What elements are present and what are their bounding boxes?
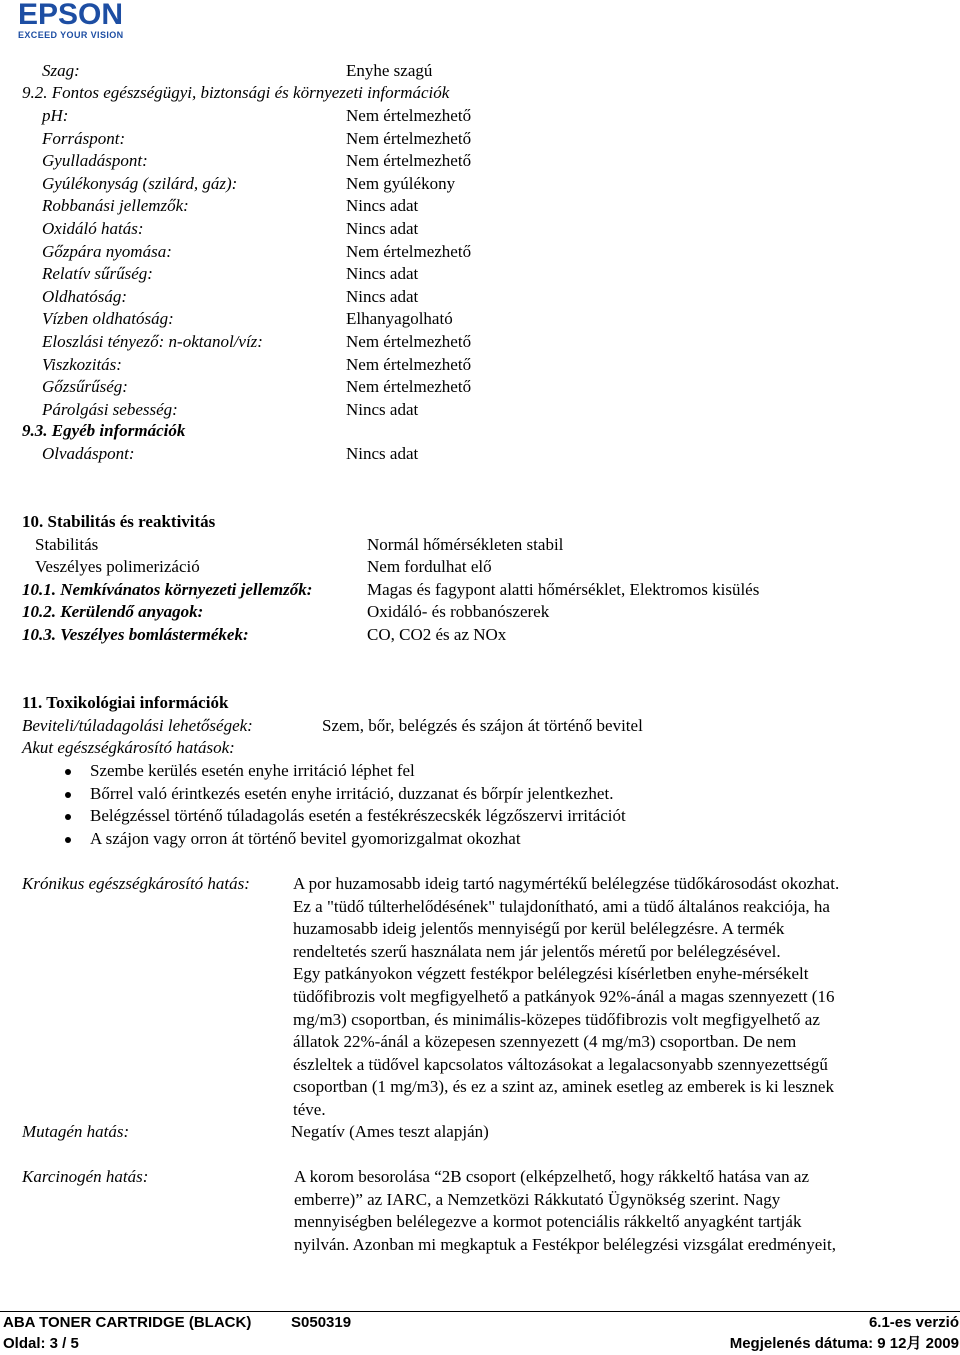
property-label: Gyúlékonyság (szilárd, gáz): [42,173,238,193]
heading-10-3: 10.3. Veszélyes bomlástermékek: [22,625,249,644]
property-label: Robbanási jellemzők: [42,196,189,216]
routes-label: Beviteli/túladagolási lehetőségek: [22,716,253,735]
chronic-text-line: Ez a "tüdő túlterhelődésének" tulajdonítható, ami a tüdő általános reakciója, ha [293,896,830,916]
mutagen-value: Negatív (Ames teszt alapján) [291,1122,489,1141]
acute-effect-item: Belégzéssel történő túladagolás esetén a festékrészecskék légzőszervi irritációt [90,806,626,826]
property-label: pH: [42,106,69,125]
property-label: Gőzsűrűség: [42,377,128,397]
heading-10-1: 10.1. Nemkívánatos környezeti jellemzők: [22,580,313,599]
property-value: Nincs adat [346,264,419,284]
property-value: Nem gyúlékony [346,173,456,193]
carcinogen-text-line: A korom besorolása “2B csoport (elképzelhető, hogy rákkeltő hatása van az [294,1167,810,1186]
chronic-text-line: téve. [293,1100,326,1119]
property-value: Elhanyagolható [346,309,453,329]
property-value: Nem értelmezhető [346,128,472,148]
chronic-label: Krónikus egészségkárosító hatás: [22,874,250,893]
acute-effect-item: Bőrrel való érintkezés esetén enyhe irritáció, duzzanat és bőrpír jelentkezhet. [90,783,614,803]
property-label: Gyulladáspont: [42,151,148,171]
property-label: Forráspont: [42,128,126,148]
routes-value: Szem, bőr, belégzés és szájon át történő bevitel [322,716,643,735]
heading-11: 11. Toxikológiai információk [22,693,229,712]
heading-9-2: 9.2. Fontos egészségügyi, biztonsági és környezeti információk [22,83,450,102]
footer-code: S050319 [291,1314,352,1331]
property-value: Nem értelmezhető [346,354,472,374]
footer-product: ABA TONER CARTRIDGE (BLACK) [3,1314,252,1331]
melting-value: Nincs adat [346,444,419,463]
heading-10: 10. Stabilitás és reaktivitás [22,512,216,531]
bullet-icon [65,769,71,775]
property-value: Nincs adat [346,286,419,306]
property-value: Nem értelmezhető [346,106,472,125]
property-label: Párolgási sebesség: [42,399,178,419]
chronic-text-line: Egy patkányokon végzett festékpor belélegzési kísérletben enyhe-mérsékelt [293,964,809,984]
property-label: Gőzpára nyomása: [42,241,172,261]
carcinogen-text-line: nyilván. Azonban mi megkaptuk a Festékpor belélegzési vizsgálat eredményeit, [294,1234,836,1254]
footer-version: 6.1-es verzió [868,1314,959,1331]
logo-brand: EPSON [18,0,124,31]
property-label: Vízben oldhatóság: [42,309,174,329]
property-value: Nincs adat [346,399,419,419]
bullet-icon [65,814,71,820]
stability-value: Normál hőmérsékleten stabil [367,535,564,554]
stability-label: Stabilitás [35,535,99,554]
polymerization-value: Nem fordulhat elő [367,557,492,576]
incompatible-value: Oxidáló- és robbanószerek [367,602,550,621]
chronic-text-line: állatok 22%-ánál a közepesen szennyezett (4 mg/m3) csoportban. De nem [293,1032,797,1052]
carcinogen-text-line: emberre)” az IARC, a Nemzetközi Rákkutató Ügynökség szerint. Nagy [294,1189,781,1209]
logo-tagline: EXCEED YOUR VISION [18,30,124,40]
property-label: Relatív sűrűség: [42,264,153,284]
carcinogen-text-line: mennyiségben belélegezve a kormot potenciális rákkeltő anyagként tartják [294,1212,802,1232]
smell-value: Enyhe szagú [346,61,433,80]
footer-divider [0,1311,960,1312]
bullet-icon [65,792,71,798]
acute-effect-item: Szembe kerülés esetén enyhe irritáció léphet fel [90,761,415,780]
property-label: Viszkozitás: [42,354,122,374]
property-value: Nem értelmezhető [346,377,472,397]
heading-10-2: 10.2. Kerülendő anyagok: [22,602,204,621]
property-value: Nem értelmezhető [346,151,472,171]
property-value: Nincs adat [346,196,419,216]
melting-label: Olvadáspont: [42,444,135,463]
chronic-text-line: észleltek a tüdővel kapcsolatos változásokat a legalacsonyabb szennyezettségű [293,1054,828,1074]
chronic-text-line: mg/m3) csoportban, és minimális-közepes tüdőfibrozis volt megfigyelhető az [293,1009,820,1029]
conditions-value: Magas és fagypont alatti hőmérséklet, Elektromos kisülés [367,580,760,599]
chronic-text-line: tüdőfibrozis volt megfigyelhető a patkányok 92%-ánál a magas szennyezett (16 [293,987,835,1006]
smell-label: Szag: [42,61,80,80]
footer-page: Oldal: 3 / 5 [3,1335,79,1352]
heading-9-3: 9.3. Egyéb információk [22,421,186,440]
decomposition-value: CO, CO2 és az NOx [367,625,507,644]
property-value: Nem értelmezhető [346,332,472,351]
chronic-text-line: csoportban (1 mg/m3), és ez a szint az, aminek esetleg az emberek is ki lesznek [293,1077,834,1097]
footer-issue-date: Megjelenés dátuma: 9 12月 2009 [729,1335,959,1352]
acute-effect-item: A szájon vagy orron át történő bevitel gyomorizgalmat okozhat [90,828,521,848]
property-label: Eloszlási tényező: n-oktanol/víz: [42,332,263,351]
acute-label: Akut egészségkárosító hatások: [22,738,235,757]
property-value: Nincs adat [346,219,419,238]
chronic-text-line: huzamosabb ideig jelentős mennyiségű por kerül belélegzésre. A termék [293,919,785,939]
carcinogen-label: Karcinogén hatás: [22,1167,149,1186]
chronic-text-line: A por huzamosabb ideig tartó nagymértékű belélegzése tüdőkárosodást okozhat. [293,874,840,893]
property-label: Oldhatóság: [42,286,127,306]
bullet-icon [65,837,71,843]
chronic-text-line: rendeltetés szerű használata nem jár jelentős méretű por belélegzésével. [293,941,781,961]
property-label: Oxidáló hatás: [42,219,144,238]
polymerization-label: Veszélyes polimerizáció [35,557,200,576]
property-value: Nem értelmezhető [346,241,472,261]
epson-logo [18,0,124,40]
mutagen-label: Mutagén hatás: [22,1122,130,1141]
